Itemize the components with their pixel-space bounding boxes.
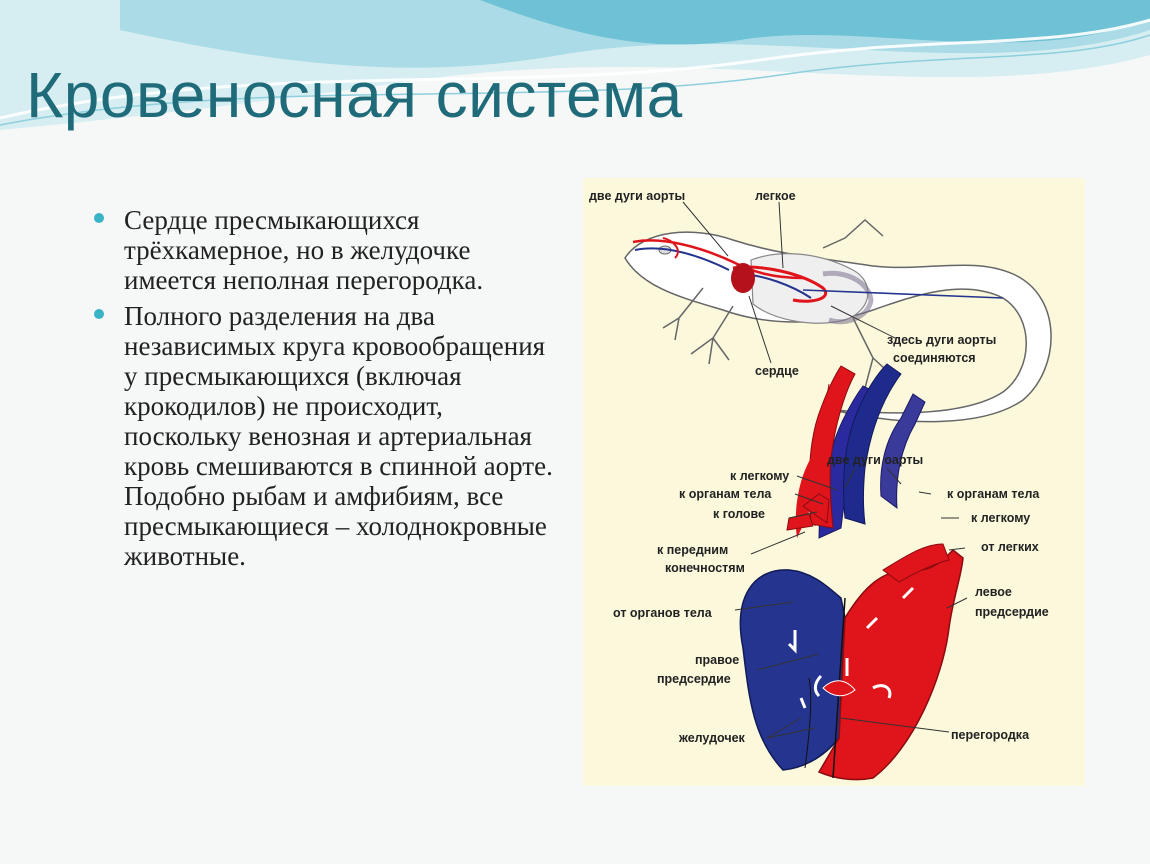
bullet-list (92, 205, 562, 577)
label-heart-two-aortic-arches: две дуги оарты (827, 453, 924, 467)
label-arches-join-line1: здесь дуги аорты (887, 333, 997, 347)
label-right-atrium-line1: правое (695, 653, 740, 667)
lizard-heart-icon (731, 263, 755, 293)
bullet-item (92, 301, 562, 571)
label-to-lung-right: к легкому (971, 511, 1031, 525)
label-to-lung-left: к легкому (730, 469, 790, 483)
label-to-body-right: к органам тела (947, 487, 1040, 501)
bullet-text: Полного разделения на два независимых круга кровообращения у пресмыкающихся (включая крокодилов) не происходит, поскольку венозная и артериальная кровь смешиваются в спинной аорте. Подобно рыбам и амфибиям, все пресмыкающиеся – холоднокровные животные. (124, 301, 553, 571)
circulation-figure (583, 178, 1085, 786)
bullet-text: Сердце пресмыкающихся трёхкамерное, но в желудочке имеется неполная перегородка. (124, 205, 484, 295)
label-septum: перегородка (951, 728, 1030, 742)
bullet-item (92, 205, 562, 295)
reptile-heart-illustration (740, 364, 963, 780)
label-lung: легкое (755, 189, 796, 203)
circulation-diagram (583, 178, 1085, 786)
label-ventricle: желудочек (679, 731, 745, 745)
label-to-forelimbs-line2: конечностям (665, 561, 745, 575)
label-to-forelimbs-line1: к передним (657, 543, 729, 557)
bullet-dot-icon (94, 309, 104, 319)
label-right-atrium-line2: предсердие (657, 672, 731, 686)
label-left-atrium-line1: левое (975, 585, 1012, 599)
slide-title: Кровеносная система (26, 59, 683, 131)
label-to-body-left: к органам тела (679, 487, 772, 501)
label-from-lungs: от легких (981, 540, 1039, 554)
label-arches-join-line2: соединяются (893, 351, 976, 365)
bullet-dot-icon (94, 213, 104, 223)
label-two-aortic-arches: две дуги аорты (589, 189, 686, 203)
label-to-head: к голове (713, 507, 765, 521)
label-heart: сердце (755, 364, 799, 378)
label-from-body: от органов тела (613, 606, 712, 620)
label-left-atrium-line2: предсердие (975, 605, 1049, 619)
